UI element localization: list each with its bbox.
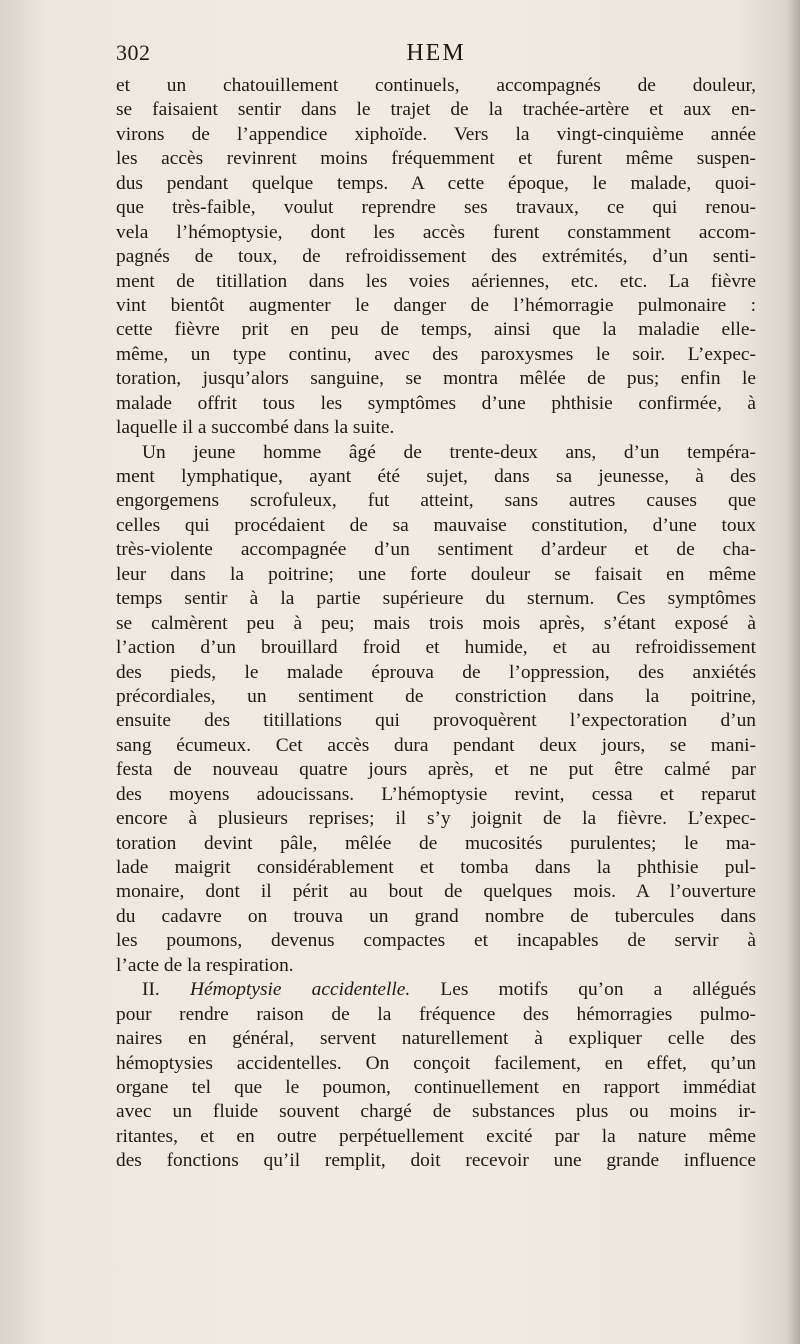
paragraph-end-line: laquelle il a succombé dans la suite. bbox=[116, 417, 395, 439]
text-line: cette fièvre prit en peu de temps, ainsi que la maladie elle- bbox=[116, 319, 756, 341]
text-line: des pieds, le malade éprouva de l’oppression, des anxiétés bbox=[116, 661, 756, 683]
text-line: pour rendre raison de la fréquence des hémorragies pulmo- bbox=[116, 1003, 756, 1025]
section-heading-line bbox=[116, 978, 756, 1002]
page-edge-shadow bbox=[786, 0, 800, 1344]
text-line: hémoptysies accidentelles. On conçoit facilement, en effet, qu’un bbox=[116, 1052, 756, 1074]
text-line: les accès revinrent moins fréquemment et furent même suspen- bbox=[116, 148, 756, 170]
text-line: celles qui procédaient de sa mauvaise constitution, d’une toux bbox=[116, 514, 756, 536]
text-line: dus pendant quelque temps. A cette époque, le malade, quoi- bbox=[116, 172, 756, 194]
section-first-line-text: Les motifs qu’on a allégués bbox=[440, 979, 756, 1001]
section-numeral: II. bbox=[142, 979, 160, 1001]
text-line: ritantes, et en outre perpétuellement excité par la nature même bbox=[116, 1125, 756, 1147]
text-line: organe tel que le poumon, continuellement en rapport immédiat bbox=[116, 1076, 756, 1098]
text-line: l’action d’un brouillard froid et humide, et au refroidissement bbox=[116, 637, 756, 659]
text-line: ment lymphatique, ayant été sujet, dans sa jeunesse, à des bbox=[116, 466, 756, 487]
text-line: vint bientôt augmenter le danger de l’hémorragie pulmonaire : bbox=[116, 294, 756, 316]
text-line: des fonctions qu’il remplit, doit recevoir une grande influence bbox=[116, 1150, 756, 1172]
text-line: monaire, dont il périt au bout de quelques mois. A l’ouverture bbox=[116, 881, 756, 903]
text-line: lade maigrit considérablement et tomba dans la phthisie pul- bbox=[116, 857, 756, 878]
text-line: sang écumeux. Cet accès dura pendant deux jours, se mani- bbox=[116, 734, 756, 756]
running-head: HEM bbox=[406, 40, 466, 66]
text-line: se faisaient sentir dans le trajet de la trachée-artère et aux en- bbox=[116, 99, 756, 121]
text-line: se calmèrent peu à peu; mais trois mois après, s’étant exposé à bbox=[116, 612, 756, 634]
text-line: toration, jusqu’alors sanguine, se montra mêlée de pus; enfin le bbox=[116, 368, 756, 390]
text-line: encore à plusieurs reprises; il s’y joignit de la fièvre. L’expec- bbox=[116, 808, 756, 830]
paragraph-end-line: l’acte de la respiration. bbox=[116, 954, 294, 976]
text-line: engorgemens scrofuleux, fut atteint, sans autres causes que bbox=[116, 490, 756, 512]
text-line: virons de l’appendice xiphoïde. Vers la vingt-cinquième année bbox=[116, 123, 756, 145]
paragraph-start-line: Un jeune homme âgé de trente-deux ans, d’un tempéra- bbox=[142, 441, 756, 463]
text-line: temps sentir à la partie supérieure du sternum. Ces symptômes bbox=[116, 588, 756, 610]
text-line: même, un type continu, avec des paroxysmes le soir. L’expec- bbox=[116, 343, 756, 365]
text-line: très-violente accompagnée d’un sentiment d’ardeur et de cha- bbox=[116, 539, 756, 561]
body-text bbox=[116, 74, 756, 1174]
text-line: toration devint pâle, mêlée de mucosités purulentes; le ma- bbox=[116, 832, 756, 854]
text-line: vela l’hémoptysie, dont les accès furent constamment accom- bbox=[116, 221, 756, 243]
text-line: ensuite des titillations qui provoquèrent l’expectoration d’un bbox=[116, 710, 756, 732]
text-line: festa de nouveau quatre jours après, et ne put être calmé par bbox=[116, 759, 756, 781]
text-line: ment de titillation dans les voies aériennes, etc. etc. La fièvre bbox=[116, 270, 756, 292]
text-line: et un chatouillement continuels, accompagnés de douleur, bbox=[116, 75, 756, 96]
text-line: pagnés de toux, de refroidissement des extrémités, d’un senti- bbox=[116, 246, 756, 268]
text-line: malade offrit tous les symptômes d’une phthisie confirmée, à bbox=[116, 392, 756, 414]
text-line: les poumons, devenus compactes et incapables de servir à bbox=[116, 930, 756, 952]
text-line: précordiales, un sentiment de constriction dans la poitrine, bbox=[116, 685, 756, 707]
page-number: 302 bbox=[116, 40, 151, 65]
text-line: des moyens adoucissans. L’hémoptysie revint, cessa et reparut bbox=[116, 783, 756, 805]
text-line: leur dans la poitrine; une forte douleur se faisait en même bbox=[116, 563, 756, 585]
text-line: du cadavre on trouva un grand nombre de tubercules dans bbox=[116, 905, 756, 927]
text-line: que très-faible, voulut reprendre ses travaux, ce qui renou- bbox=[116, 197, 756, 219]
section-title: Hémoptysie accidentelle. bbox=[189, 979, 411, 1001]
text-line: naires en général, servent naturellement à expliquer celle des bbox=[116, 1028, 756, 1050]
text-line: avec un fluide souvent chargé de substances plus ou moins ir- bbox=[116, 1101, 756, 1123]
